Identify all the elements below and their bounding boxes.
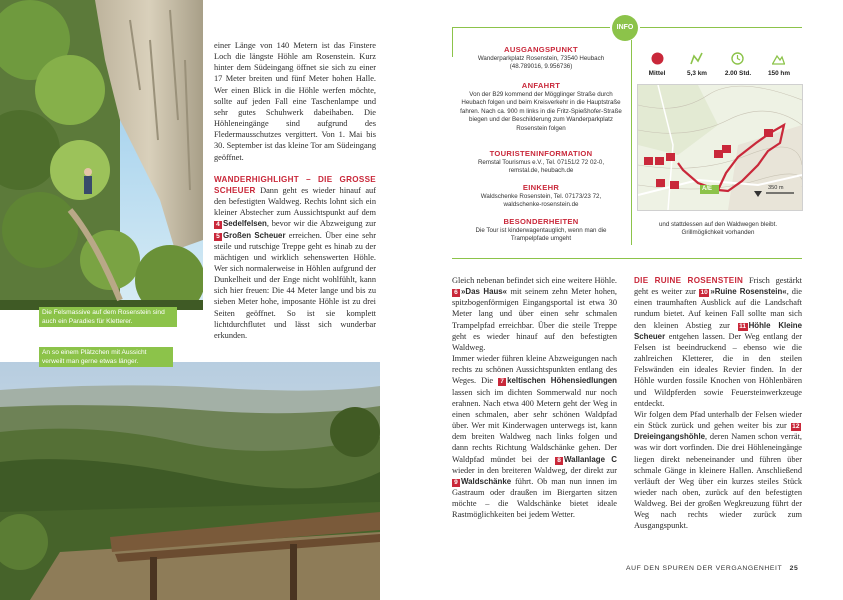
text-span: Gleich nebenan befindet sich eine weitere Höhle. [452, 276, 617, 285]
info-text: Die Tour ist kinderwagentauglich, wenn man die Trampelpfade umgeht [475, 227, 607, 243]
text-span: Wir folgen dem Pfad unterhalb der Felsen wieder ein Stück zurück und gehen weiter bis zur [634, 409, 802, 431]
info-frame-top-right [640, 27, 802, 28]
waypoint-marker: 7 [498, 378, 506, 386]
highlight-paragraph [214, 174, 376, 341]
text-span: führt. Ob man nun innen im Gastraum oder draußen im Biergarten sitzen möchte – die Waldschänke bietet ideale Rastmöglichkeiten bei jedem Wetter. [452, 476, 617, 520]
section-heading: DIE RUINE ROSENSTEIN [634, 276, 744, 285]
clock-icon [731, 52, 744, 65]
text-span: , die einen traumhaften Ausblick auf die Landschaft rundum bietet. Auf keinen Fall sollte man sich den kleinen Abstieg zur [634, 287, 803, 330]
siedlung-paragraph [452, 353, 617, 520]
info-text: Wanderparkplatz Rosenstein, 73540 Heubach (48.789016, 9.956736) [477, 55, 605, 71]
text-span: entgehen lassen. Der Weg entlang der Felsen ist beeindruckend – ebenso wie die zahlreichen Kletterer, die in den steilen Felswänden ein ideales Revier finden. In der Höhle wurden fossile Knochen von Höhlenbären und Wildpferden sowie Feuersteinwerkzeuge entdeckt. [634, 331, 802, 408]
info-einkehr [452, 183, 630, 210]
difficulty-value: Mittel [648, 70, 666, 77]
difficulty-icon [651, 52, 664, 65]
waypoint-marker: 5 [214, 233, 222, 241]
text-span: Immer wieder führen kleine Abzweigungen nach rechts zu schönen Aussichtspunkten entlang des Weges. Die [452, 354, 617, 386]
waypoint-name: Dreieingangshöhle [634, 432, 706, 442]
text-span: mit seinem zehn Meter hohen, spitzbogenförmigen Eingangsportal ist etwa 30 Meter lang und über einen sehr schmalen Trampelpfad erreichbar. Über die steile Treppe geht es wieder hinauf auf den befestigten Waldweg. [452, 287, 617, 352]
text-span: Dann geht es wieder hinauf auf den befestigten Waldweg. Rechts lohnt sich ein kleiner Abstecher zum Aussichtspunkt auf dem [214, 185, 376, 218]
text-span: wieder in den breiteren Waldweg, der direkt zur [452, 465, 617, 475]
text-span: Frisch gestärkt geht es weiter zur [634, 276, 802, 297]
info-besonderheiten [452, 217, 630, 244]
running-head-text: AUF DEN SPUREN DER VERGANGENHEIT [626, 565, 783, 572]
info-ausgangspunkt [452, 45, 630, 72]
elevation-icon [772, 52, 785, 65]
section-heading: WANDERHIGHLIGHT – DIE GROSSE SCHEUER [214, 174, 376, 195]
waypoint-name: keltischen Höhensiedlungen [507, 376, 617, 386]
info-besonderheiten-continued: und stattdessen auf den Waldwegen bleibt. Grillmöglichkeit vorhanden [658, 221, 778, 237]
info-heading: BESONDERHEITEN [503, 217, 579, 226]
view-caption: An so einem Plätzchen mit Aussicht verweilt man gerne etwas länger. [39, 347, 173, 367]
info-divider [631, 40, 632, 245]
info-text: Remstal Tourismus e.V., Tel. 07151/2 72 02-0, remstal.de, heubach.de [477, 159, 605, 175]
running-head [626, 565, 798, 572]
waypoint-name: Großen Scheuer [223, 230, 286, 240]
waypoint-marker: 8 [555, 457, 563, 465]
column-3 [634, 275, 802, 532]
column-1 [214, 40, 376, 341]
waypoint-marker: 12 [792, 423, 800, 431]
text-span: erreichen. Über eine sehr steile und rutschige Treppe geht es hinab zu der mächtigen und wirklich sehenswerten Höhle. Wer sich normalerweise in Höhlen aufgrund der Dunkelheit und der Enge nicht wohlfühlt, kann sich hier freuen: Die 44 Meter lange und bis zu sieben Meter hohe, imposante Höhle ist zu drei Seiten geöffnet. So ist sie komplett lichtdurchflutet und lässt sich wunderbar erkunden. [214, 230, 376, 340]
column-2 [452, 275, 617, 520]
duration-value: 2.00 Std. [724, 70, 752, 77]
view-photo [0, 362, 380, 600]
route-map [637, 84, 803, 211]
cliff-photo [0, 0, 203, 310]
waypoint-marker: 9 [452, 479, 460, 487]
waypoint-name: »Ruine Rosenstein« [710, 287, 787, 297]
waypoint-name: Waldschänke [461, 476, 512, 486]
info-frame-top-left [452, 27, 610, 28]
info-heading: ANFAHRT [521, 81, 561, 90]
cliff-caption: Die Felsmassive auf dem Rosenstein sind auch ein Paradies für Kletterer. [39, 307, 177, 327]
haus-paragraph [452, 275, 617, 353]
info-frame-bottom-right [632, 258, 802, 259]
info-touristeninformation [452, 149, 630, 176]
info-text: Waldschenke Rosenstein, Tel. 07173/23 72, waldschenke-rosenstein.de [480, 193, 602, 209]
intro-paragraph: einer Länge von 140 Metern ist das Finstere Loch die längste Höhle am Rosenstein. Kurz hinter dem Südeingang öffnet sie sich zu einer 17 Meter breiten und fünf Meter hohen Halle. Wer einen Blick in die Höhle werfen möchte, sollte auf jeden Fall eine Taschenlampe und sehr gutes Schuhwerk dabeihaben. Die Höhleneingänge sind aufgrund des Fledermausschutzes vergittert. Von 1. Mai bis 30. September ist das kleine Tor am Südeingang geöffnet. [214, 41, 376, 162]
elevation-value: 150 hm [767, 70, 791, 77]
ruine-paragraph [634, 275, 802, 409]
waypoint-marker: 11 [739, 322, 747, 330]
waypoint-marker: 10 [700, 289, 708, 297]
waypoint-name: Wallanlage C [564, 454, 617, 464]
waypoint-name: »Das Haus« [461, 287, 508, 297]
info-heading: EINKEHR [522, 183, 560, 192]
info-text: Von der B29 kommend der Mögglinger Straße durch Heubach folgen und beim Kreisverkehr in die Hauptstraße fahren. Nach ca. 900 m links in die Fritz-Spießhofer-Straße biegen und der Beschilderung zum Wanderparkplatz Rosenstein folgen [460, 91, 622, 132]
text-span: , deren Namen schon verrät, was wir dort vorfinden. Die drei Höhleneingänge liegen direkt nebeneinander und führen über schmale Gänge in kleinere Hallen. Anschließend verläuft der Weg über ein kurzes steiles Stück wieder nach oben, zurück auf den befestigten Waldweg. Bei der großen Wegkreuzung führt der Weg nach rechts wieder zurück zum Ausgangspunkt. [634, 432, 802, 531]
text-span: , bevor wir die Abzweigung zur [266, 219, 376, 229]
dreieingang-paragraph [634, 409, 802, 532]
map-scale: 350 m [768, 185, 784, 191]
page-number: 25 [789, 565, 799, 572]
info-badge: INFO [612, 15, 638, 41]
waypoint-marker: 6 [452, 289, 460, 297]
distance-value: 5,3 km [687, 70, 707, 77]
map-start-label: A/E [702, 186, 713, 192]
info-frame-bottom-left [452, 258, 632, 259]
waypoint-name: Höhle Kleine Scheuer [634, 320, 803, 341]
distance-icon [690, 52, 703, 65]
waypoint-name: Sedelfelsen [223, 219, 267, 229]
info-heading: TOURISTENINFORMATION [489, 149, 593, 158]
text-span: lassen sich im dichten Sommerwald nur noch erahnen. Nach etwa 400 Metern geht der Weg in einen schmalen, aber sehr schönen Waldpfad über. Wer mit Kinderwagen unterwegs ist, kann dem breiten Waldweg nach links folgen und dann rechts Richtung Waldschänke gehen. Der Waldpfad mündet bei der [452, 387, 617, 464]
waypoint-marker: 4 [214, 221, 222, 229]
info-heading: AUSGANGSPUNKT [504, 45, 578, 54]
info-anfahrt [452, 81, 630, 133]
